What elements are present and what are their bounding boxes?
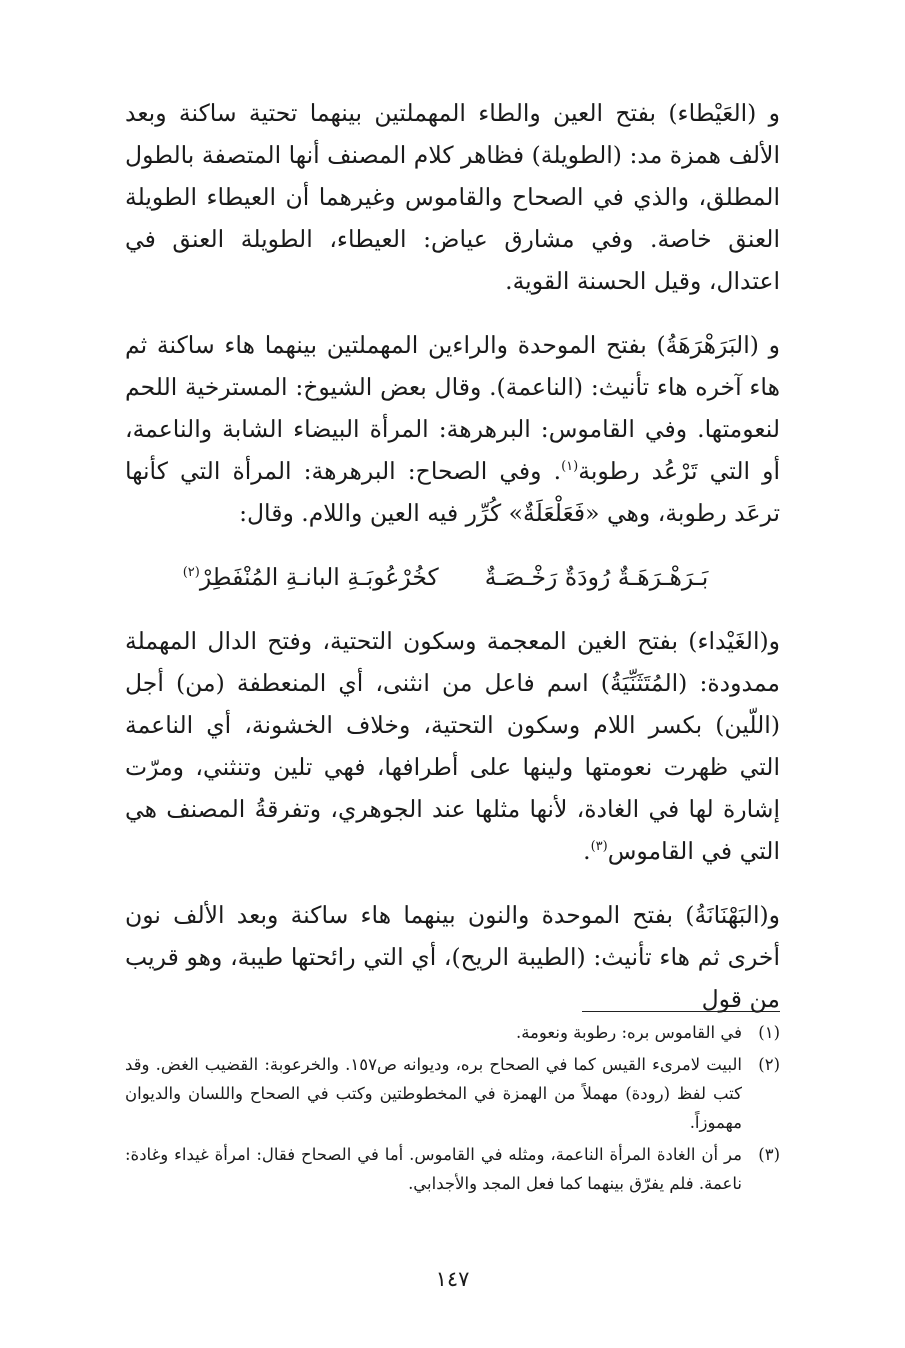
footnote-3 — [125, 1140, 780, 1198]
paragraph-al-ghaydaa-text: و(الغَيْداء) بفتح الغين المعجمة وسكون التحتية، وفتح الدال المهملة ممدودة: (المُتَثَنِّيَةُ) اسم فاعل من انثنى، أي المنعطفة (من) أجل (اللّين) بكسر اللام وسكون التحتية، وخلاف الخشونة، أي الناعمة التي ظهرت نعومتها ولينها على أطرافها، فهي تلين وتنثني، ومرّت إشارة لها في الغادة، لأنها مثلها عند الجوهري، وتفرقةُ المصنف هي التي في القاموس — [125, 627, 780, 865]
footnote-number: (٣) — [758, 1145, 780, 1164]
paragraph-al-barahraha-text: و (البَرَهْرَهَةُ) بفتح الموحدة والراءين المهملتين بينهما هاء ساكنة ثم هاء آخره هاء تأنيث: (الناعمة). وقال بعض الشيوخ: المسترخية اللحم لنعومتها. وفي القاموس: البرهرهة: المرأة البيضاء الشابة والناعمة، أو التي تَرْعُد رطوبة — [125, 331, 780, 485]
paragraph-al-barahraha-tail: . وفي الصحاح: البرهرهة: المرأة التي كأنها ترعَد رطوبة، وهي «فَعَلْعَلَةٌ» كُرِّر فيه العين واللام. وقال: — [125, 457, 780, 527]
footnote-1 — [125, 1018, 780, 1047]
paragraph-al-bahnana: و(البَهْنَانَةُ) بفتح الموحدة والنون بينهما هاء ساكنة وبعد الألف نون أخرى ثم هاء تأنيث: (الطيبة الريح)، أي التي رائحتها طيبة، وهو قريب من قول — [125, 901, 780, 1013]
main-text — [125, 92, 780, 1020]
verse-second-hemistich: كخُرْعُوبَـةِ البانـةِ المُنْفَطِرْ — [199, 563, 439, 591]
footnote-number: (٢) — [758, 1055, 780, 1074]
footnote-2 — [125, 1050, 780, 1137]
footnote-ref-1[interactable]: (١) — [561, 459, 579, 475]
footnote-text: مر أن الغادة المرأة الناعمة، ومثله في القاموس. أما في الصحاح فقال: امرأة غيداء وغادة: ناعمة. فلم يفرّق بينهما كما فعل المجد والأجدابي. — [125, 1145, 742, 1193]
footnote-ref-3[interactable]: (٣) — [590, 839, 608, 855]
footnote-number: (١) — [758, 1023, 780, 1042]
footnote-text: في القاموس بره: رطوبة ونعومة. — [515, 1023, 742, 1042]
footnotes — [125, 1018, 780, 1201]
verse-first-hemistich: بَـرَهْـرَهَـةٌ رُودَةٌ رَخْـصَـةٌ — [484, 563, 709, 591]
poetry-verse — [125, 556, 780, 598]
page-number: ١٤٧ — [435, 1267, 470, 1291]
footnote-text: البيت لامرىء القيس كما في الصحاح بره، وديوانه ص١٥٧. والخرعوبة: القضيب الغض. وقد كتب لفظ (رودة) مهملاً من الهمزة في المخطوطتين وكتب في الصحاح واللسان والديوان مهموزاً. — [125, 1055, 742, 1132]
paragraph-al-ghaydaa-tail: . — [583, 837, 591, 865]
paragraph-al-barahraha — [125, 324, 780, 534]
footnote-separator — [582, 1011, 780, 1012]
footnote-ref-2[interactable]: (٢) — [182, 565, 200, 581]
verse-second-hemistich-wrap — [183, 556, 439, 598]
paragraph-al-aytaa: و (العَيْطاء) بفتح العين والطاء المهملتين بينهما تحتية ساكنة وبعد الألف همزة مد: (الطويلة) فظاهر كلام المصنف أنها المتصفة بالطول المطلق، والذي في الصحاح والقاموس وغيرهما أن العيطاء الطويلة العنق خاصة. وفي مشارق عياض: العيطاء، الطويلة العنق في اعتدال، وقيل الحسنة القوية. — [125, 99, 780, 295]
paragraph-al-ghaydaa — [125, 620, 780, 872]
